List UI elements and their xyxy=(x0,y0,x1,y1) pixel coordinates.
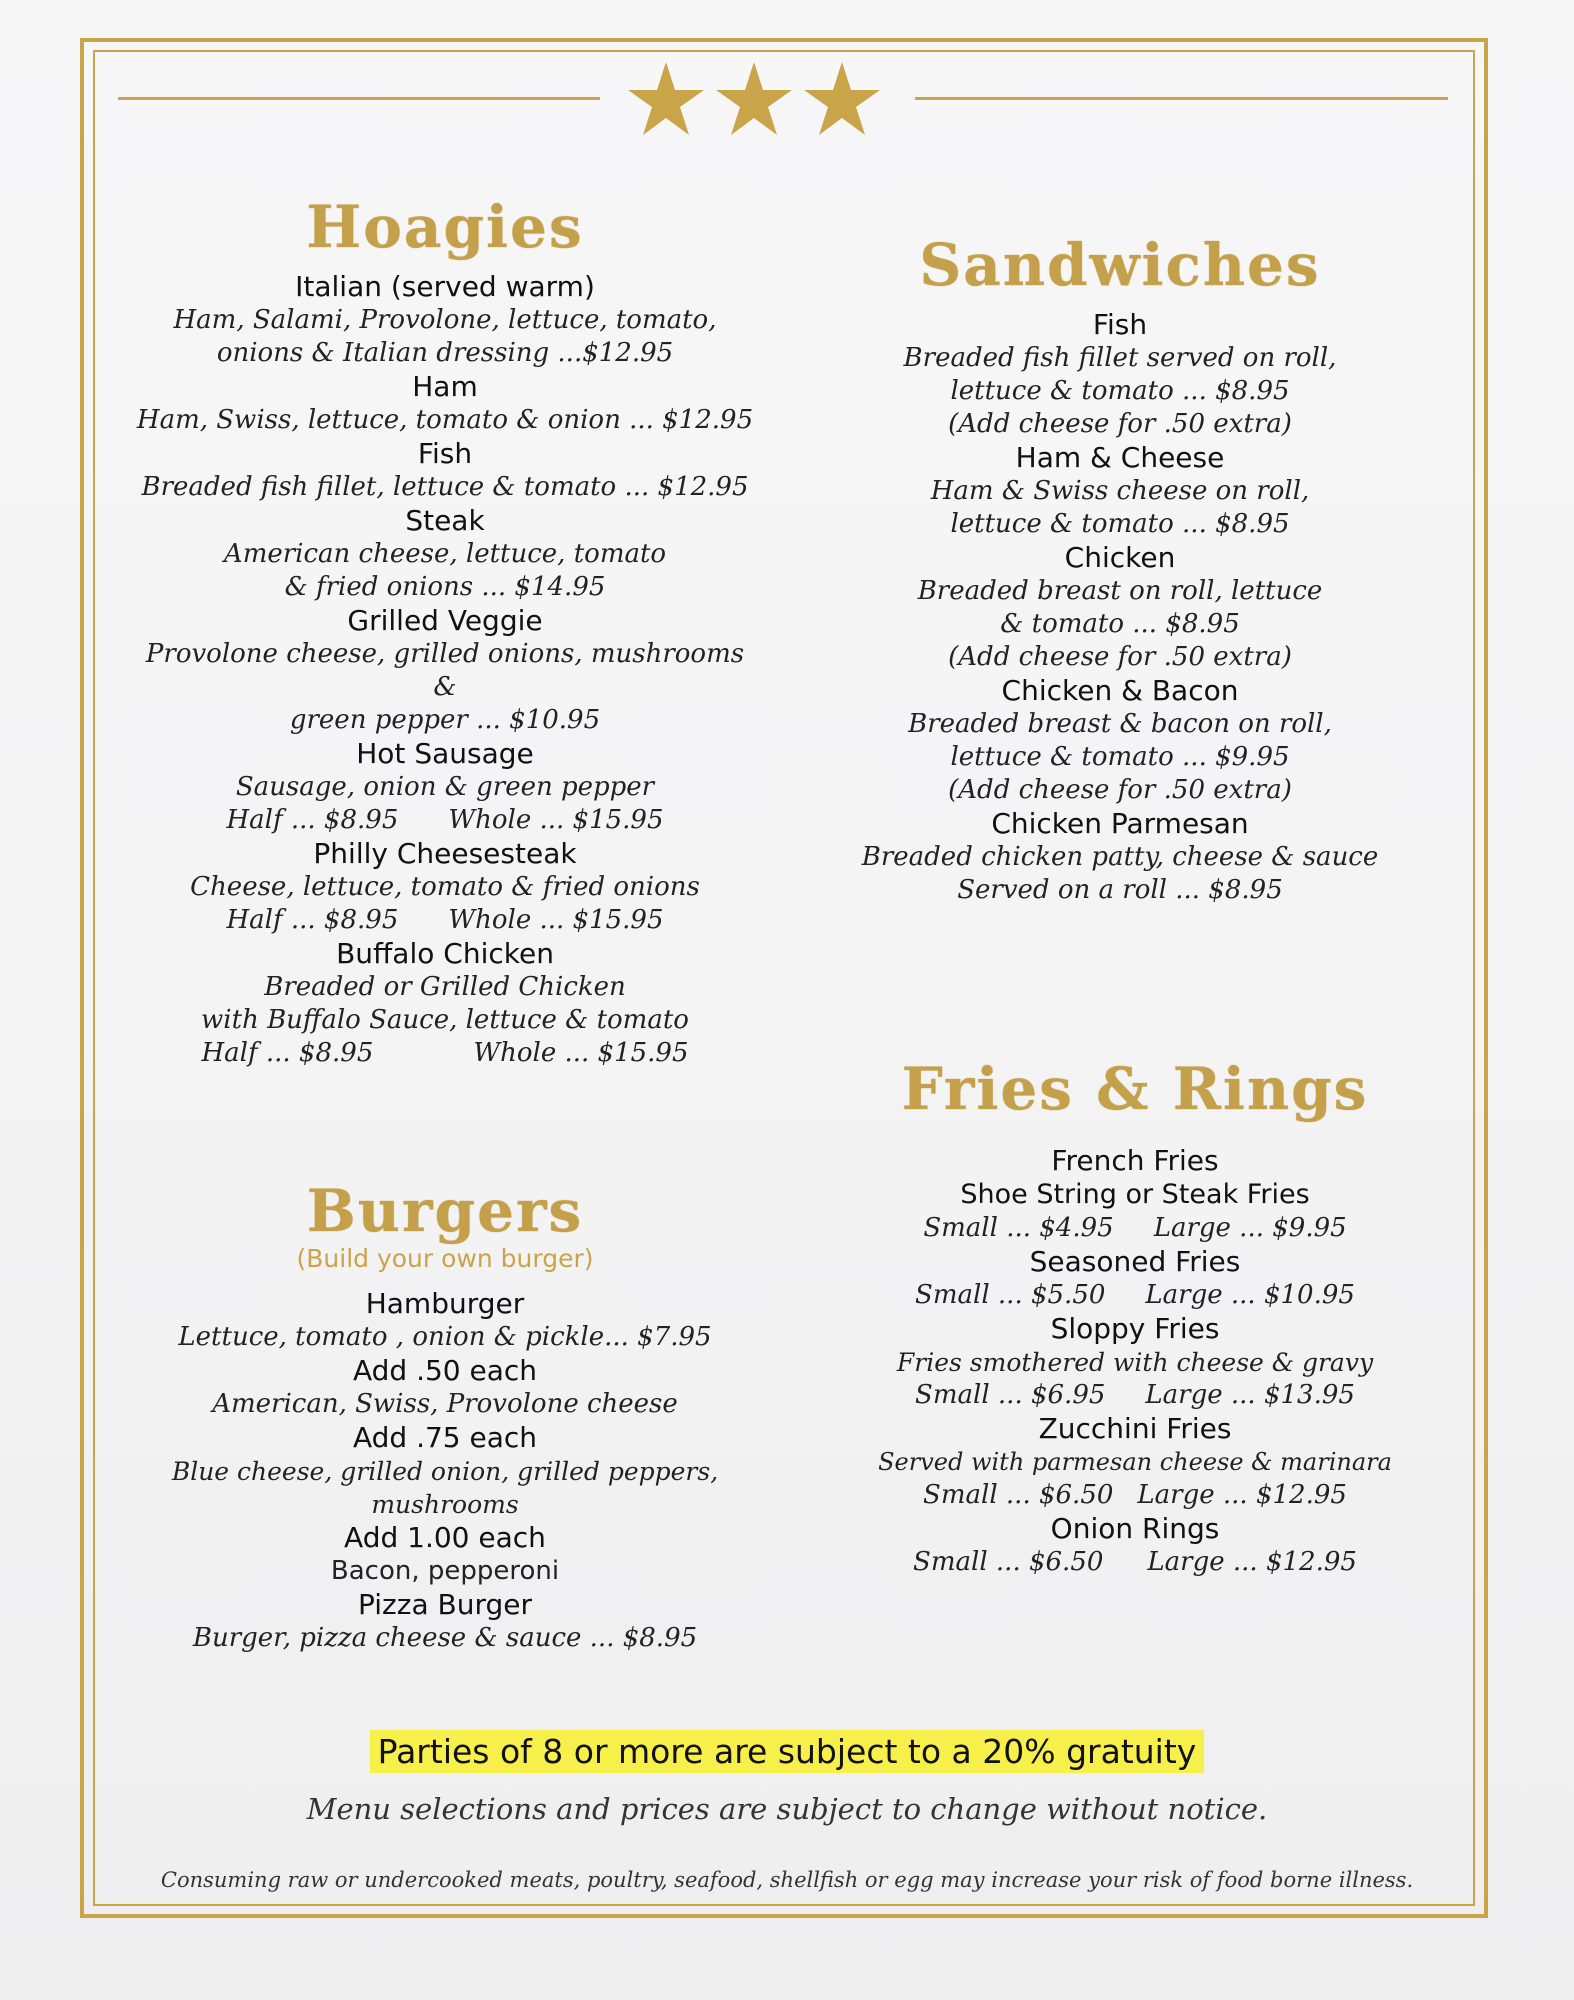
menu-item xyxy=(845,807,1395,907)
item-description: American cheese, lettuce, tomato xyxy=(223,539,667,569)
item-description: (Add cheese for .50 extra) xyxy=(948,775,1292,805)
item-description: lettuce & tomato ... $9.95 xyxy=(950,742,1290,772)
item-name: Ham xyxy=(412,370,478,403)
sandwiches-heading: Sandwiches xyxy=(919,231,1321,299)
gratuity-notice-wrap xyxy=(95,1730,1479,1773)
item-description: & tomato ... $8.95 xyxy=(1000,609,1240,639)
item-name: Hamburger xyxy=(365,1287,525,1320)
item-name: Fish xyxy=(1092,308,1148,341)
menu-item xyxy=(860,1144,1410,1245)
item-name: Buffalo Chicken xyxy=(336,937,554,970)
item-description: lettuce & tomato ... $8.95 xyxy=(950,376,1290,406)
item-name: Chicken xyxy=(1064,541,1176,574)
price-pair xyxy=(860,1479,1410,1512)
large-price: Large ... $9.95 xyxy=(1153,1213,1347,1243)
item-description: Served on a roll ... $8.95 xyxy=(957,875,1283,905)
item-description: Blue cheese, grilled onion, grilled peppers, mushrooms xyxy=(171,1457,719,1519)
burgers-heading: Burgers xyxy=(306,1177,584,1245)
item-description: Breaded breast on roll, lettuce xyxy=(917,576,1323,606)
fries-section xyxy=(860,1055,1410,1579)
item-description: (Add cheese for .50 extra) xyxy=(948,409,1292,439)
item-name: Philly Cheesesteak xyxy=(313,837,577,870)
item-description: lettuce & tomato ... $8.95 xyxy=(950,509,1290,539)
item-subname: Shoe String or Steak Fries xyxy=(960,1179,1310,1210)
item-name: Add 1.00 each xyxy=(344,1521,546,1554)
small-price: Small ... $6.95 xyxy=(915,1380,1106,1410)
item-description: Fries smothered with cheese & gravy xyxy=(896,1348,1374,1377)
large-price: Large ... $10.95 xyxy=(1145,1280,1355,1310)
item-name: French Fries xyxy=(1051,1144,1219,1177)
price-pair xyxy=(135,904,755,937)
item-description: green pepper ... $10.95 xyxy=(289,705,601,735)
menu-item xyxy=(135,837,755,937)
header-rule-right xyxy=(915,97,1448,100)
item-name: Zucchini Fries xyxy=(1038,1412,1232,1445)
menu-item xyxy=(845,541,1395,674)
half-price: Half ... $8.95 xyxy=(226,905,399,935)
hoagies-heading: Hoagies xyxy=(306,193,584,261)
item-name: Grilled Veggie xyxy=(347,604,543,637)
item-description: onions & Italian dressing ...$12.95 xyxy=(216,338,674,368)
small-price: Small ... $6.50 xyxy=(923,1480,1114,1510)
menu-item xyxy=(135,437,755,504)
price-pair xyxy=(860,1546,1410,1579)
item-name: Add .50 each xyxy=(352,1354,538,1387)
food-safety-warning: Consuming raw or undercooked meats, poultry, seafood, shellfish or egg may increase your risk of food borne illness. xyxy=(160,1868,1414,1892)
item-description: Provolone cheese, grilled onions, mushrooms & xyxy=(145,639,745,702)
three-star-icon xyxy=(622,58,886,142)
item-name: Hot Sausage xyxy=(356,737,534,770)
item-description: Lettuce, tomato , onion & pickle... $7.95 xyxy=(178,1322,712,1352)
item-name: Steak xyxy=(405,504,485,537)
menu-item xyxy=(135,737,755,837)
large-price: Large ... $12.95 xyxy=(1137,1480,1347,1510)
item-description: Breaded fish fillet, lettuce & tomato ... $12.95 xyxy=(141,472,749,502)
item-name: Onion Rings xyxy=(1050,1512,1220,1545)
item-name: Fish xyxy=(417,437,473,470)
menu-item xyxy=(845,674,1395,807)
whole-price: Whole ... $15.95 xyxy=(448,905,664,935)
small-price: Small ... $5.50 xyxy=(915,1280,1106,1310)
whole-price: Whole ... $15.95 xyxy=(448,805,664,835)
fries-heading: Fries & Rings xyxy=(901,1055,1369,1123)
item-name: Chicken & Bacon xyxy=(1001,674,1239,707)
burgers-section xyxy=(135,1177,755,1655)
menu-item xyxy=(845,308,1395,441)
menu-item xyxy=(135,1588,755,1655)
item-description: Bacon, pepperoni xyxy=(330,1556,560,1586)
item-name: Sloppy Fries xyxy=(1050,1312,1220,1345)
item-name: Seasoned Fries xyxy=(1029,1245,1241,1278)
small-price: Small ... $4.95 xyxy=(923,1213,1114,1243)
menu-item xyxy=(135,1521,755,1588)
menu-item xyxy=(135,604,755,737)
hoagies-section xyxy=(135,193,755,1070)
half-price: Half ... $8.95 xyxy=(201,1038,374,1068)
item-description: Breaded fish fillet served on roll, xyxy=(903,343,1337,373)
item-description: American, Swiss, Provolone cheese xyxy=(212,1389,678,1419)
large-price: Large ... $13.95 xyxy=(1145,1380,1355,1410)
menu-item xyxy=(860,1245,1410,1312)
menu-item xyxy=(135,937,755,1070)
item-description: Breaded chicken patty, cheese & sauce xyxy=(861,842,1379,872)
item-name: Chicken Parmesan xyxy=(991,807,1249,840)
menu-item xyxy=(135,270,755,370)
menu-item xyxy=(135,370,755,437)
menu-item xyxy=(135,1421,755,1521)
item-description: Ham, Salami, Provolone, lettuce, tomato, xyxy=(173,305,717,335)
menu-item xyxy=(860,1512,1410,1579)
item-name: Pizza Burger xyxy=(358,1588,532,1621)
burgers-subtitle: (Build your own burger) xyxy=(296,1244,594,1273)
menu-item xyxy=(135,504,755,604)
item-description: Ham & Swiss cheese on roll, xyxy=(930,476,1310,506)
price-pair xyxy=(860,1212,1410,1245)
price-pair xyxy=(135,1037,755,1070)
menu-item xyxy=(860,1312,1410,1412)
menu-item xyxy=(860,1412,1410,1512)
item-description: Burger, pizza cheese & sauce ... $8.95 xyxy=(192,1623,698,1653)
item-description: Served with parmesan cheese & marinara xyxy=(878,1448,1392,1476)
price-pair xyxy=(860,1279,1410,1312)
item-name: Italian (served warm) xyxy=(295,270,595,303)
price-pair xyxy=(860,1379,1410,1412)
item-description: Ham, Swiss, lettuce, tomato & onion ... $12.95 xyxy=(136,405,754,435)
item-name: Ham & Cheese xyxy=(1015,441,1225,474)
large-price: Large ... $12.95 xyxy=(1147,1547,1357,1577)
small-price: Small ... $6.50 xyxy=(913,1547,1104,1577)
item-description: Sausage, onion & green pepper xyxy=(235,772,655,802)
item-name: Add .75 each xyxy=(352,1421,538,1454)
menu-item xyxy=(135,1354,755,1421)
item-description: & fried onions ... $14.95 xyxy=(284,572,606,602)
menu-item xyxy=(845,441,1395,541)
whole-price: Whole ... $15.95 xyxy=(473,1038,689,1068)
price-pair xyxy=(135,804,755,837)
gratuity-notice: Parties of 8 or more are subject to a 20% gratuity xyxy=(370,1730,1205,1773)
menu-item xyxy=(135,1287,755,1354)
sandwiches-section xyxy=(845,231,1395,907)
item-description: Breaded or Grilled Chicken xyxy=(264,972,626,1002)
item-description: Cheese, lettuce, tomato & fried onions xyxy=(190,872,700,902)
item-description: with Buffalo Sauce, lettuce & tomato xyxy=(201,1005,689,1035)
item-description: (Add cheese for .50 extra) xyxy=(948,642,1292,672)
header-rule-left xyxy=(118,97,600,100)
half-price: Half ... $8.95 xyxy=(226,805,399,835)
price-change-notice: Menu selections and prices are subject to change without notice. xyxy=(306,1792,1268,1826)
item-description: Breaded breast & bacon on roll, xyxy=(908,709,1332,739)
